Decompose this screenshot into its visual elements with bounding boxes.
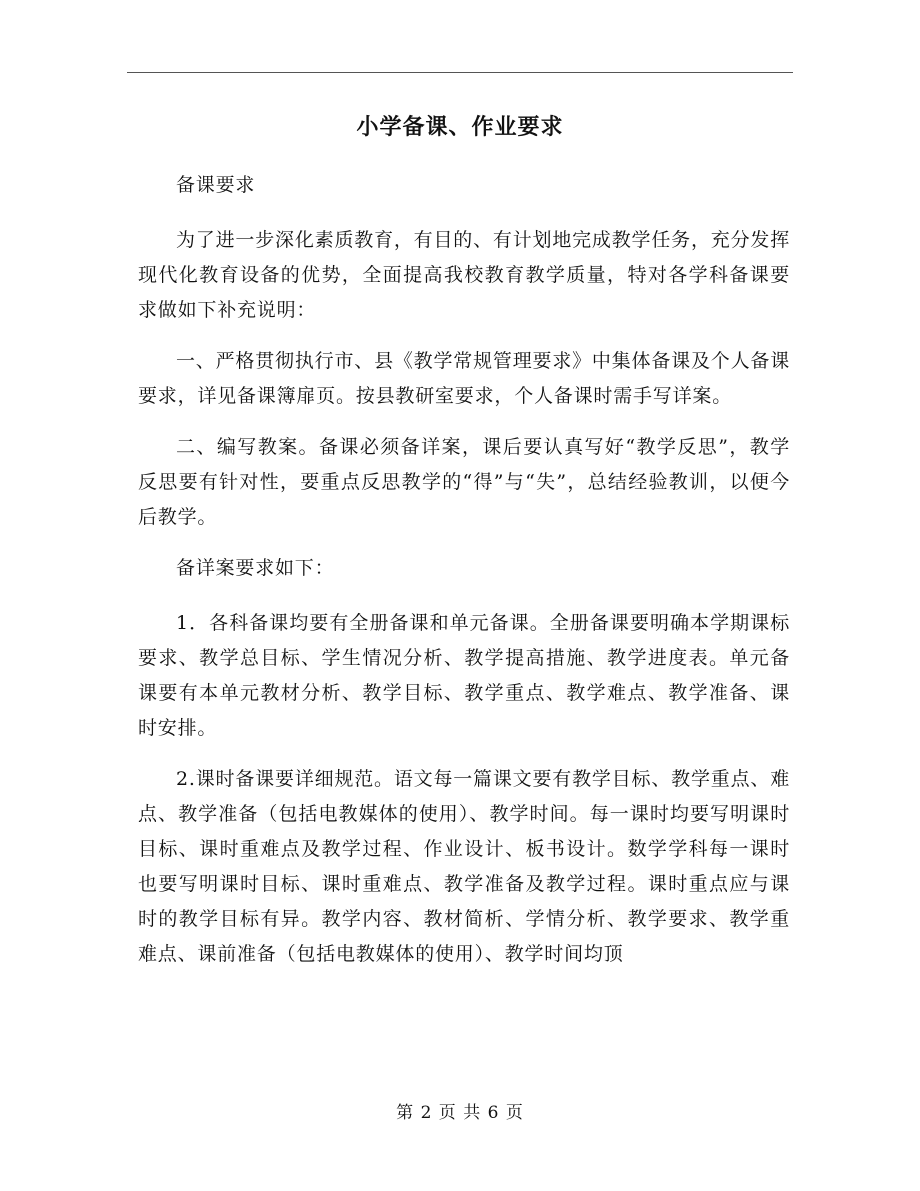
header-rule (127, 72, 793, 73)
document-body (138, 168, 790, 988)
section-heading: 备课要求 (176, 174, 256, 196)
document-title: 小学备课、作业要求 (356, 114, 564, 140)
body-paragraph: 1．各科备课均要有全册备课和单元备课。全册备课要明确本学期课标要求、教学总目标、学生情况分析、教学提高措施、教学进度表。单元备课要有本单元教材分析、教学目标、教学重点、教学难点、教学准备、课时安排。 (138, 612, 790, 739)
body-paragraph: 一、严格贯彻执行市、县《教学常规管理要求》中集体备课及个人备课要求，详见备课簿扉页。按县教研室要求，个人备课时需手写详案。 (138, 350, 790, 407)
page-number: 第 2 页 共 6 页 (396, 1103, 524, 1123)
body-paragraph: 2.课时备课要详细规范。语文每一篇课文要有教学目标、教学重点、难点、教学准备（包括电教媒体的使用）、教学时间。每一课时均要写明课时目标、课时重难点及教学过程、作业设计、板书设计。数学学科每一课时也要写明课时目标、课时重难点、教学准备及教学过程。课时重点应与课时的教学目标有异。教学内容、教材简析、学情分析、教学要求、教学重难点、课前准备（包括电教媒体的使用）、教学时间均顶 (138, 768, 790, 965)
section-heading: 备详案要求如下： (176, 557, 335, 579)
body-paragraph: 二、编写教案。备课必须备详案，课后要认真写好“教学反思”，教学反思要有针对性，要重点反思教学的“得”与“失”，总结经验教训，以便今后教学。 (138, 436, 790, 528)
body-paragraph: 为了进一步深化素质教育，有目的、有计划地完成教学任务，充分发挥现代化教育设备的优势，全面提高我校教育教学质量，特对各学科备课要求做如下补充说明： (138, 229, 790, 321)
